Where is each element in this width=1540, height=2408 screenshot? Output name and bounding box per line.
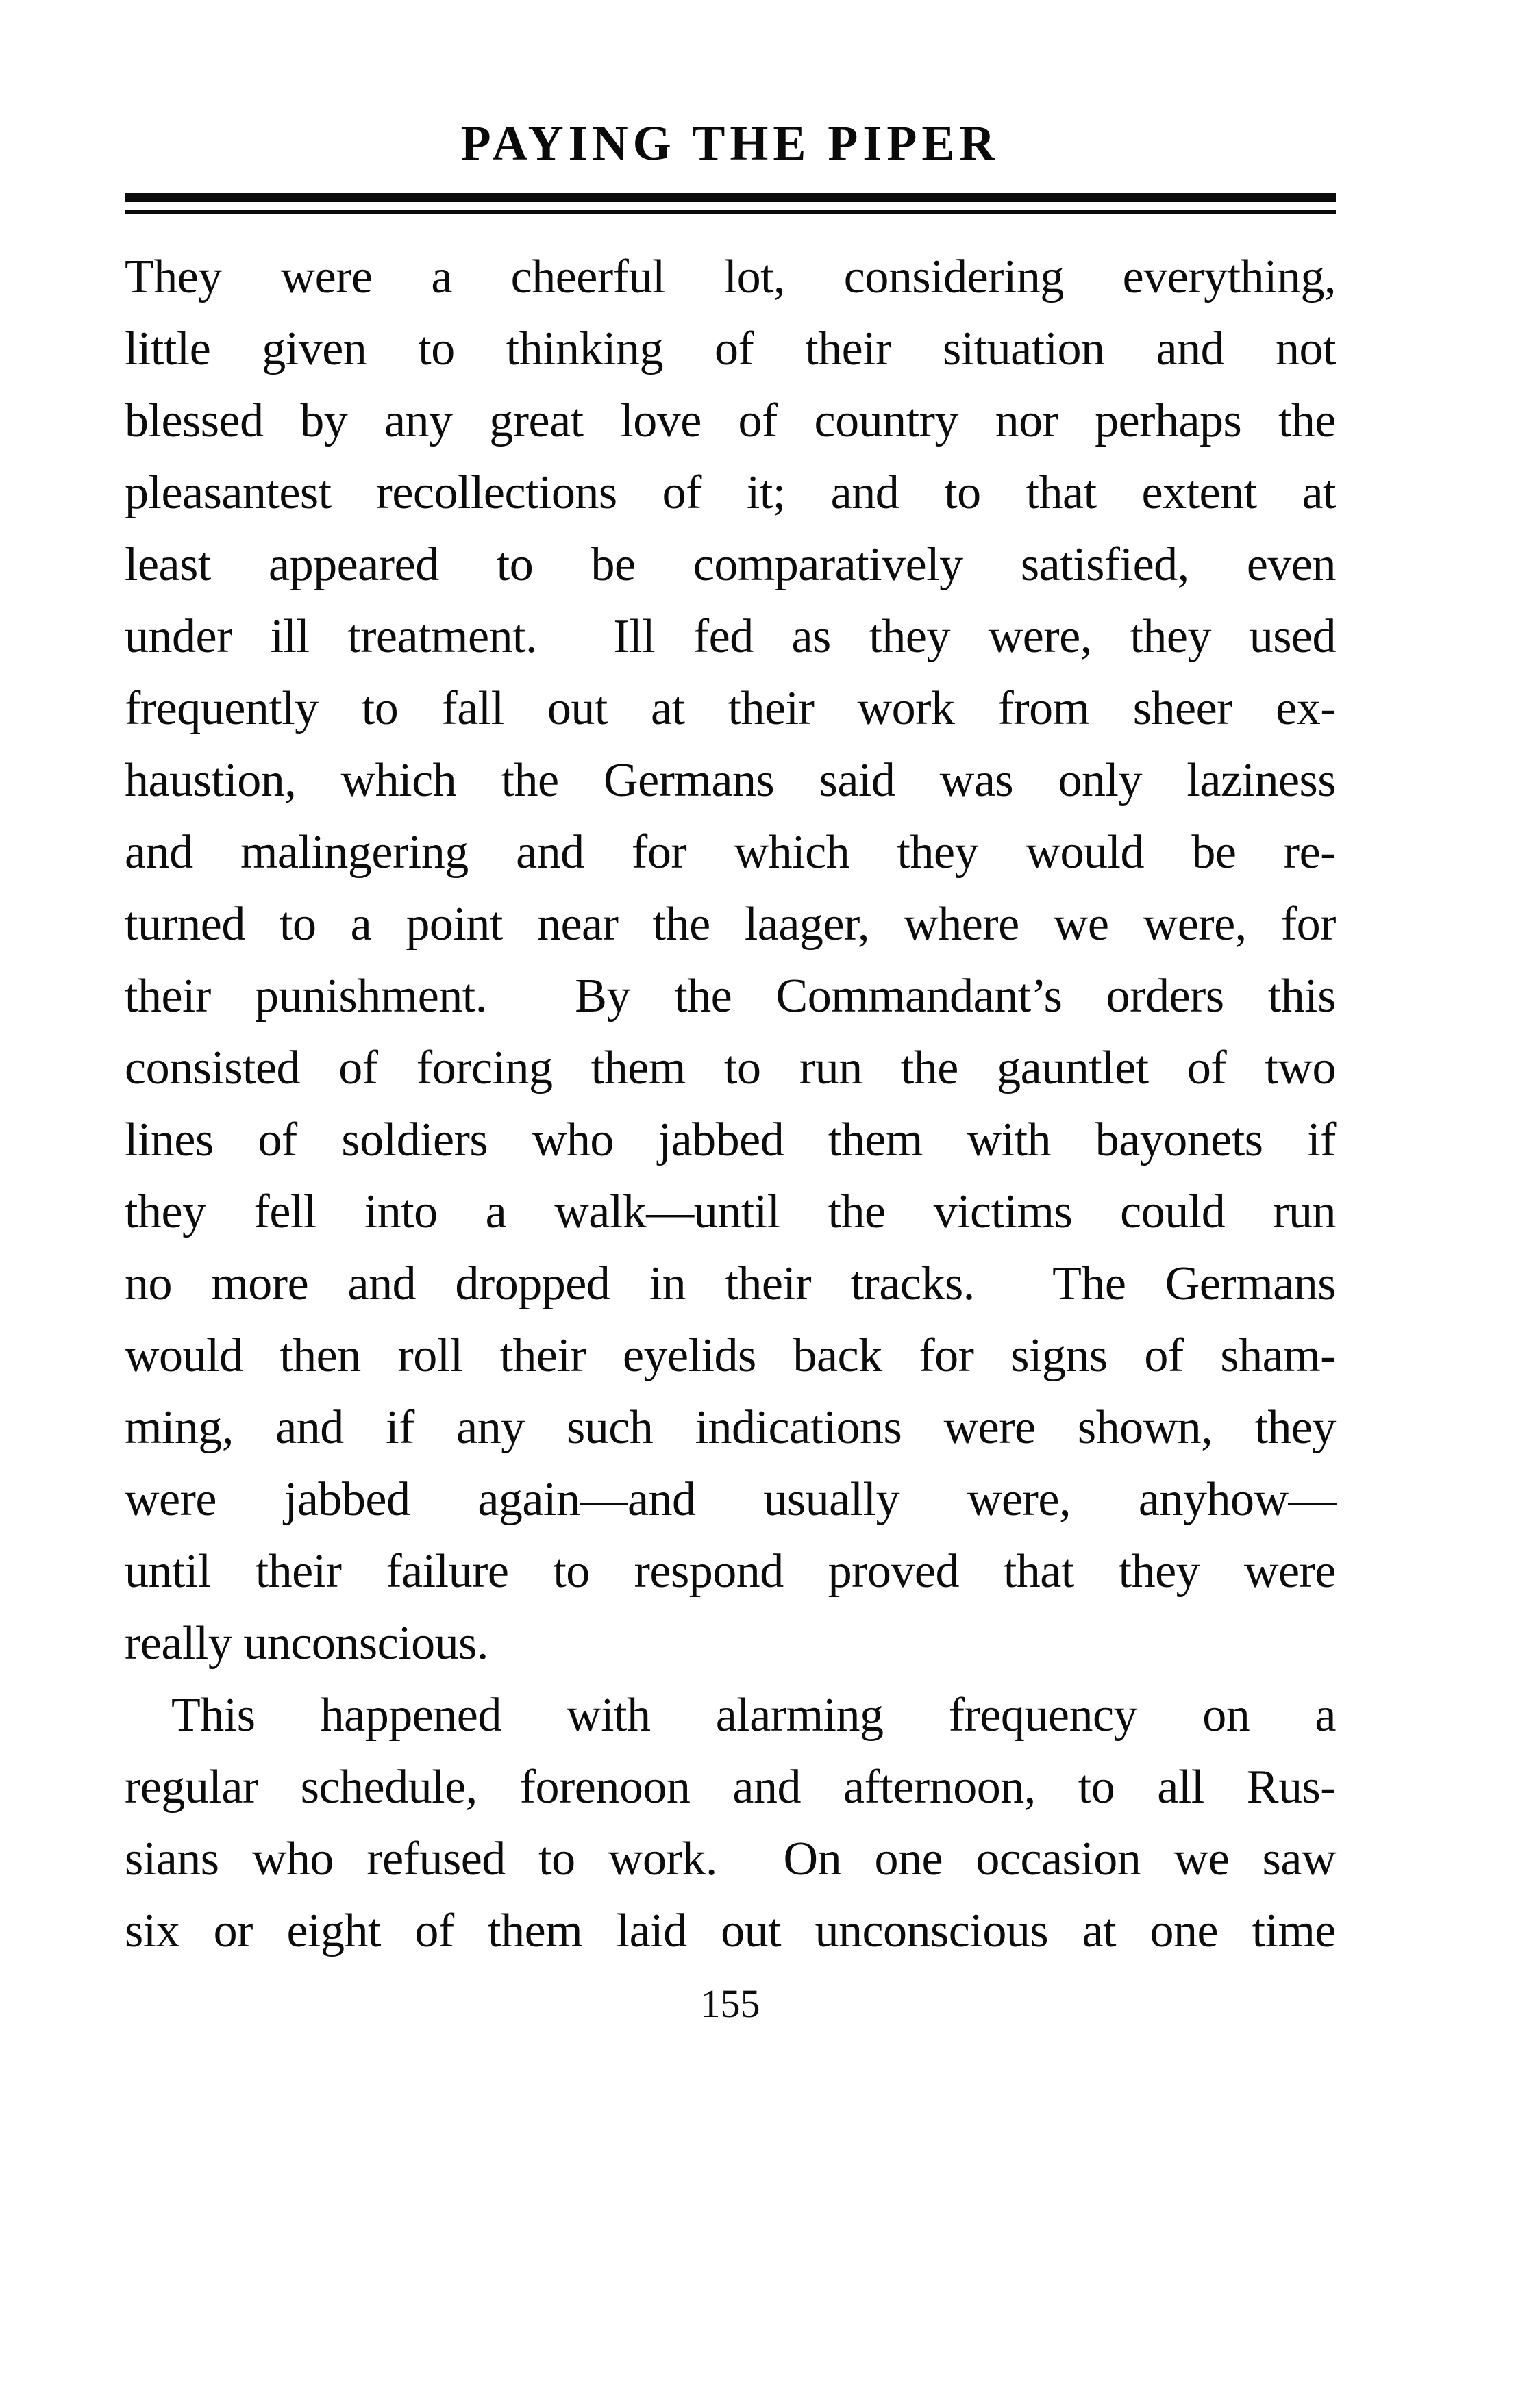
text-line: least appeared to be comparatively satisfied, even — [125, 538, 1336, 591]
text-line: little given to thinking of their situation and not — [125, 323, 1336, 375]
text-line: their punishment. By the Commandant’s orders this — [125, 970, 1336, 1023]
divider-rule-thick — [125, 193, 1336, 202]
text-line: pleasantest recollections of it; and to that extent at — [125, 466, 1336, 519]
page-number: 155 — [700, 1981, 760, 2026]
text-line: consisted of forcing them to run the gauntlet of two — [125, 1042, 1336, 1094]
running-head — [125, 115, 1336, 172]
text-line: This happened with alarming frequency on a — [171, 1689, 1336, 1742]
text-line: frequently to fall out at their work from sheer ex- — [125, 682, 1336, 735]
text-line: turned to a point near the laager, where we were, for — [125, 898, 1336, 951]
page-title: PAYING THE PIPER — [460, 116, 1000, 171]
text-line: sians who refused to work. On one occasion we saw — [125, 1833, 1336, 1885]
text-line: They were a cheerful lot, considering everything, — [125, 251, 1336, 303]
text-line: blessed by any great love of country nor perhaps the — [125, 394, 1336, 447]
text-line: ming, and if any such indications were shown, they — [125, 1401, 1336, 1454]
text-line: were jabbed again—and usually were, anyhow— — [125, 1473, 1336, 1526]
text-line: regular schedule, forenoon and afternoon, to all Rus- — [125, 1761, 1336, 1814]
text-line: six or eight of them laid out unconscious at one time — [125, 1905, 1336, 1957]
text-line: they fell into a walk—until the victims could run — [125, 1186, 1336, 1238]
text-line: haustion, which the Germans said was only laziness — [125, 754, 1336, 807]
text-line: lines of soldiers who jabbed them with bayonets if — [125, 1114, 1336, 1166]
divider-rule-thin — [125, 210, 1336, 214]
text-line: under ill treatment. Ill fed as they were, they used — [125, 610, 1336, 663]
text-line: really unconscious. — [125, 1617, 488, 1670]
body-text — [125, 241, 1336, 1967]
text-line: and malingering and for which they would be re- — [125, 826, 1336, 879]
text-line: would then roll their eyelids back for signs of sham- — [125, 1329, 1336, 1382]
text-line: no more and dropped in their tracks. The Germans — [125, 1257, 1336, 1310]
text-line: until their failure to respond proved that they were — [125, 1545, 1336, 1598]
